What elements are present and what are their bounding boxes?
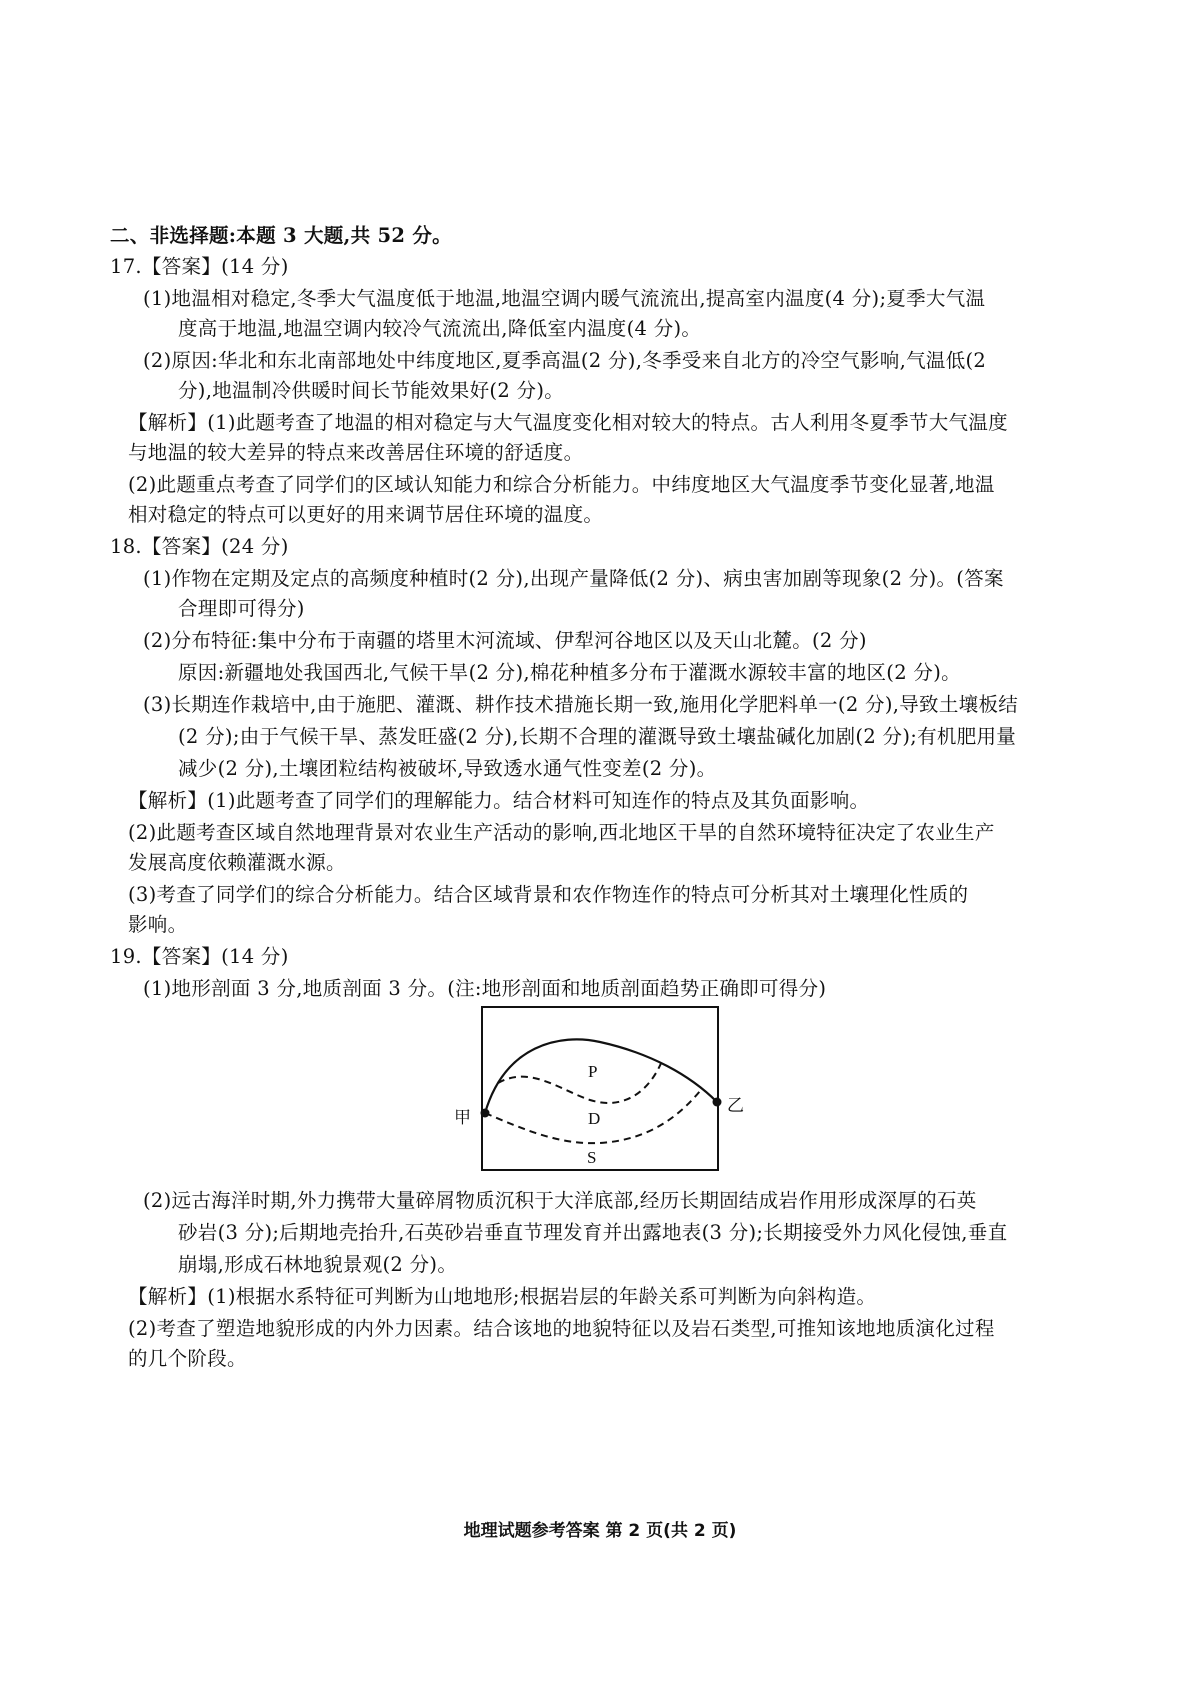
q18-answer-1-line-2: 合理即可得分) (178, 597, 305, 620)
label-jia: 甲 (454, 1108, 471, 1127)
q17-answer-1-line-1: (1)地温相对稳定,冬季大气温度低于地温,地温空调内暖气流流出,提高室内温度(4 分);夏季大气温 (143, 287, 986, 310)
profile-diagram-svg (450, 1005, 744, 1175)
q19-analysis-2-line-2: 的几个阶段。 (128, 1347, 247, 1370)
q17-analysis-1-line-1: 【解析】(1)此题考查了地温的相对稳定与大气温度变化相对较大的特点。古人利用冬夏季节大气温度 (128, 411, 1008, 434)
q19-heading: 19.【答案】(14 分) (110, 945, 289, 968)
label-yi: 乙 (727, 1096, 744, 1115)
q17-analysis-1-line-2: 与地温的较大差异的特点来改善居住环境的舒适度。 (128, 441, 584, 464)
q18-analysis-1: 【解析】(1)此题考查了同学们的理解能力。结合材料可知连作的特点及其负面影响。 (128, 789, 870, 812)
stratum-boundary-upper (498, 1061, 662, 1103)
diagram-frame (482, 1007, 718, 1170)
section-title: 二、非选择题:本题 3 大题,共 52 分。 (110, 224, 452, 247)
q18-answer-3-line-2: (2 分);由于气候干旱、蒸发旺盛(2 分),长期不合理的灌溉导致土壤盐碱化加剧(2 分);有机肥用量 (178, 725, 1017, 748)
q18-analysis-2-line-2: 发展高度依赖灌溉水源。 (128, 851, 346, 874)
q18-analysis-3-line-2: 影响。 (128, 913, 188, 936)
q19-answer-2-line-2: 砂岩(3 分);后期地壳抬升,石英砂岩垂直节理发育并出露地表(3 分);长期接受外力风化侵蚀,垂直 (178, 1221, 1008, 1244)
q18-analysis-3-line-1: (3)考查了同学们的综合分析能力。结合区域背景和农作物连作的特点可分析其对土壤理化性质的 (128, 883, 969, 906)
q19-answer-2-line-1: (2)远古海洋时期,外力携带大量碎屑物质沉积于大洋底部,经历长期固结成岩作用形成深厚的石英 (143, 1189, 977, 1212)
q18-answer-1-line-1: (1)作物在定期及定点的高频度种植时(2 分),出现产量降低(2 分)、病虫害加剧等现象(2 分)。(答案 (143, 567, 1004, 590)
q19-analysis-2-line-1: (2)考查了塑造地貌形成的内外力因素。结合该地的地貌特征以及岩石类型,可推知该地地质演化过程 (128, 1317, 995, 1340)
q19-answer-1: (1)地形剖面 3 分,地质剖面 3 分。(注:地形剖面和地质剖面趋势正确即可得分) (143, 977, 827, 1000)
q19-answer-2-line-3: 崩塌,形成石林地貌景观(2 分)。 (178, 1253, 458, 1276)
q17-analysis-2-line-2: 相对稳定的特点可以更好的用来调节居住环境的温度。 (128, 503, 604, 526)
label-p: P (588, 1062, 598, 1081)
q17-analysis-2-line-1: (2)此题重点考查了同学们的区域认知能力和综合分析能力。中纬度地区大气温度季节变化显著,地温 (128, 473, 995, 496)
q18-answer-2-line-1: (2)分布特征:集中分布于南疆的塔里木河流域、伊犁河谷地区以及天山北麓。(2 分) (143, 629, 867, 652)
q18-heading: 18.【答案】(24 分) (110, 535, 289, 558)
page-footer: 地理试题参考答案 第 2 页(共 2 页) (463, 1521, 737, 1541)
q19-analysis-1: 【解析】(1)根据水系特征可判断为山地地形;根据岩层的年龄关系可判断为向斜构造。 (128, 1285, 877, 1308)
q18-answer-2-line-2: 原因:新疆地处我国西北,气候干旱(2 分),棉花种植多分布于灌溉水源较丰富的地区(2 分)。 (178, 661, 961, 684)
q17-answer-1-line-2: 度高于地温,地温空调内较冷气流流出,降低室内温度(4 分)。 (178, 317, 702, 340)
point-jia (481, 1109, 490, 1118)
profile-diagram (450, 1005, 744, 1175)
q18-answer-3-line-1: (3)长期连作栽培中,由于施肥、灌溉、耕作技术措施长期一致,施用化学肥料单一(2 分),导致土壤板结 (143, 693, 1019, 716)
q17-answer-2-line-2: 分),地温制冷供暖时间长节能效果好(2 分)。 (178, 379, 565, 402)
point-yi (713, 1098, 722, 1107)
label-s: S (587, 1148, 597, 1167)
q18-answer-3-line-3: 减少(2 分),土壤团粒结构被破坏,导致透水通气性变差(2 分)。 (178, 757, 717, 780)
q17-heading: 17.【答案】(14 分) (110, 255, 289, 278)
q17-answer-2-line-1: (2)原因:华北和东北南部地处中纬度地区,夏季高温(2 分),冬季受来自北方的冷空气影响,气温低(2 (143, 349, 987, 372)
label-d: D (588, 1109, 601, 1128)
q18-analysis-2-line-1: (2)此题考查区域自然地理背景对农业生产活动的影响,西北地区干旱的自然环境特征决定了农业生产 (128, 821, 995, 844)
